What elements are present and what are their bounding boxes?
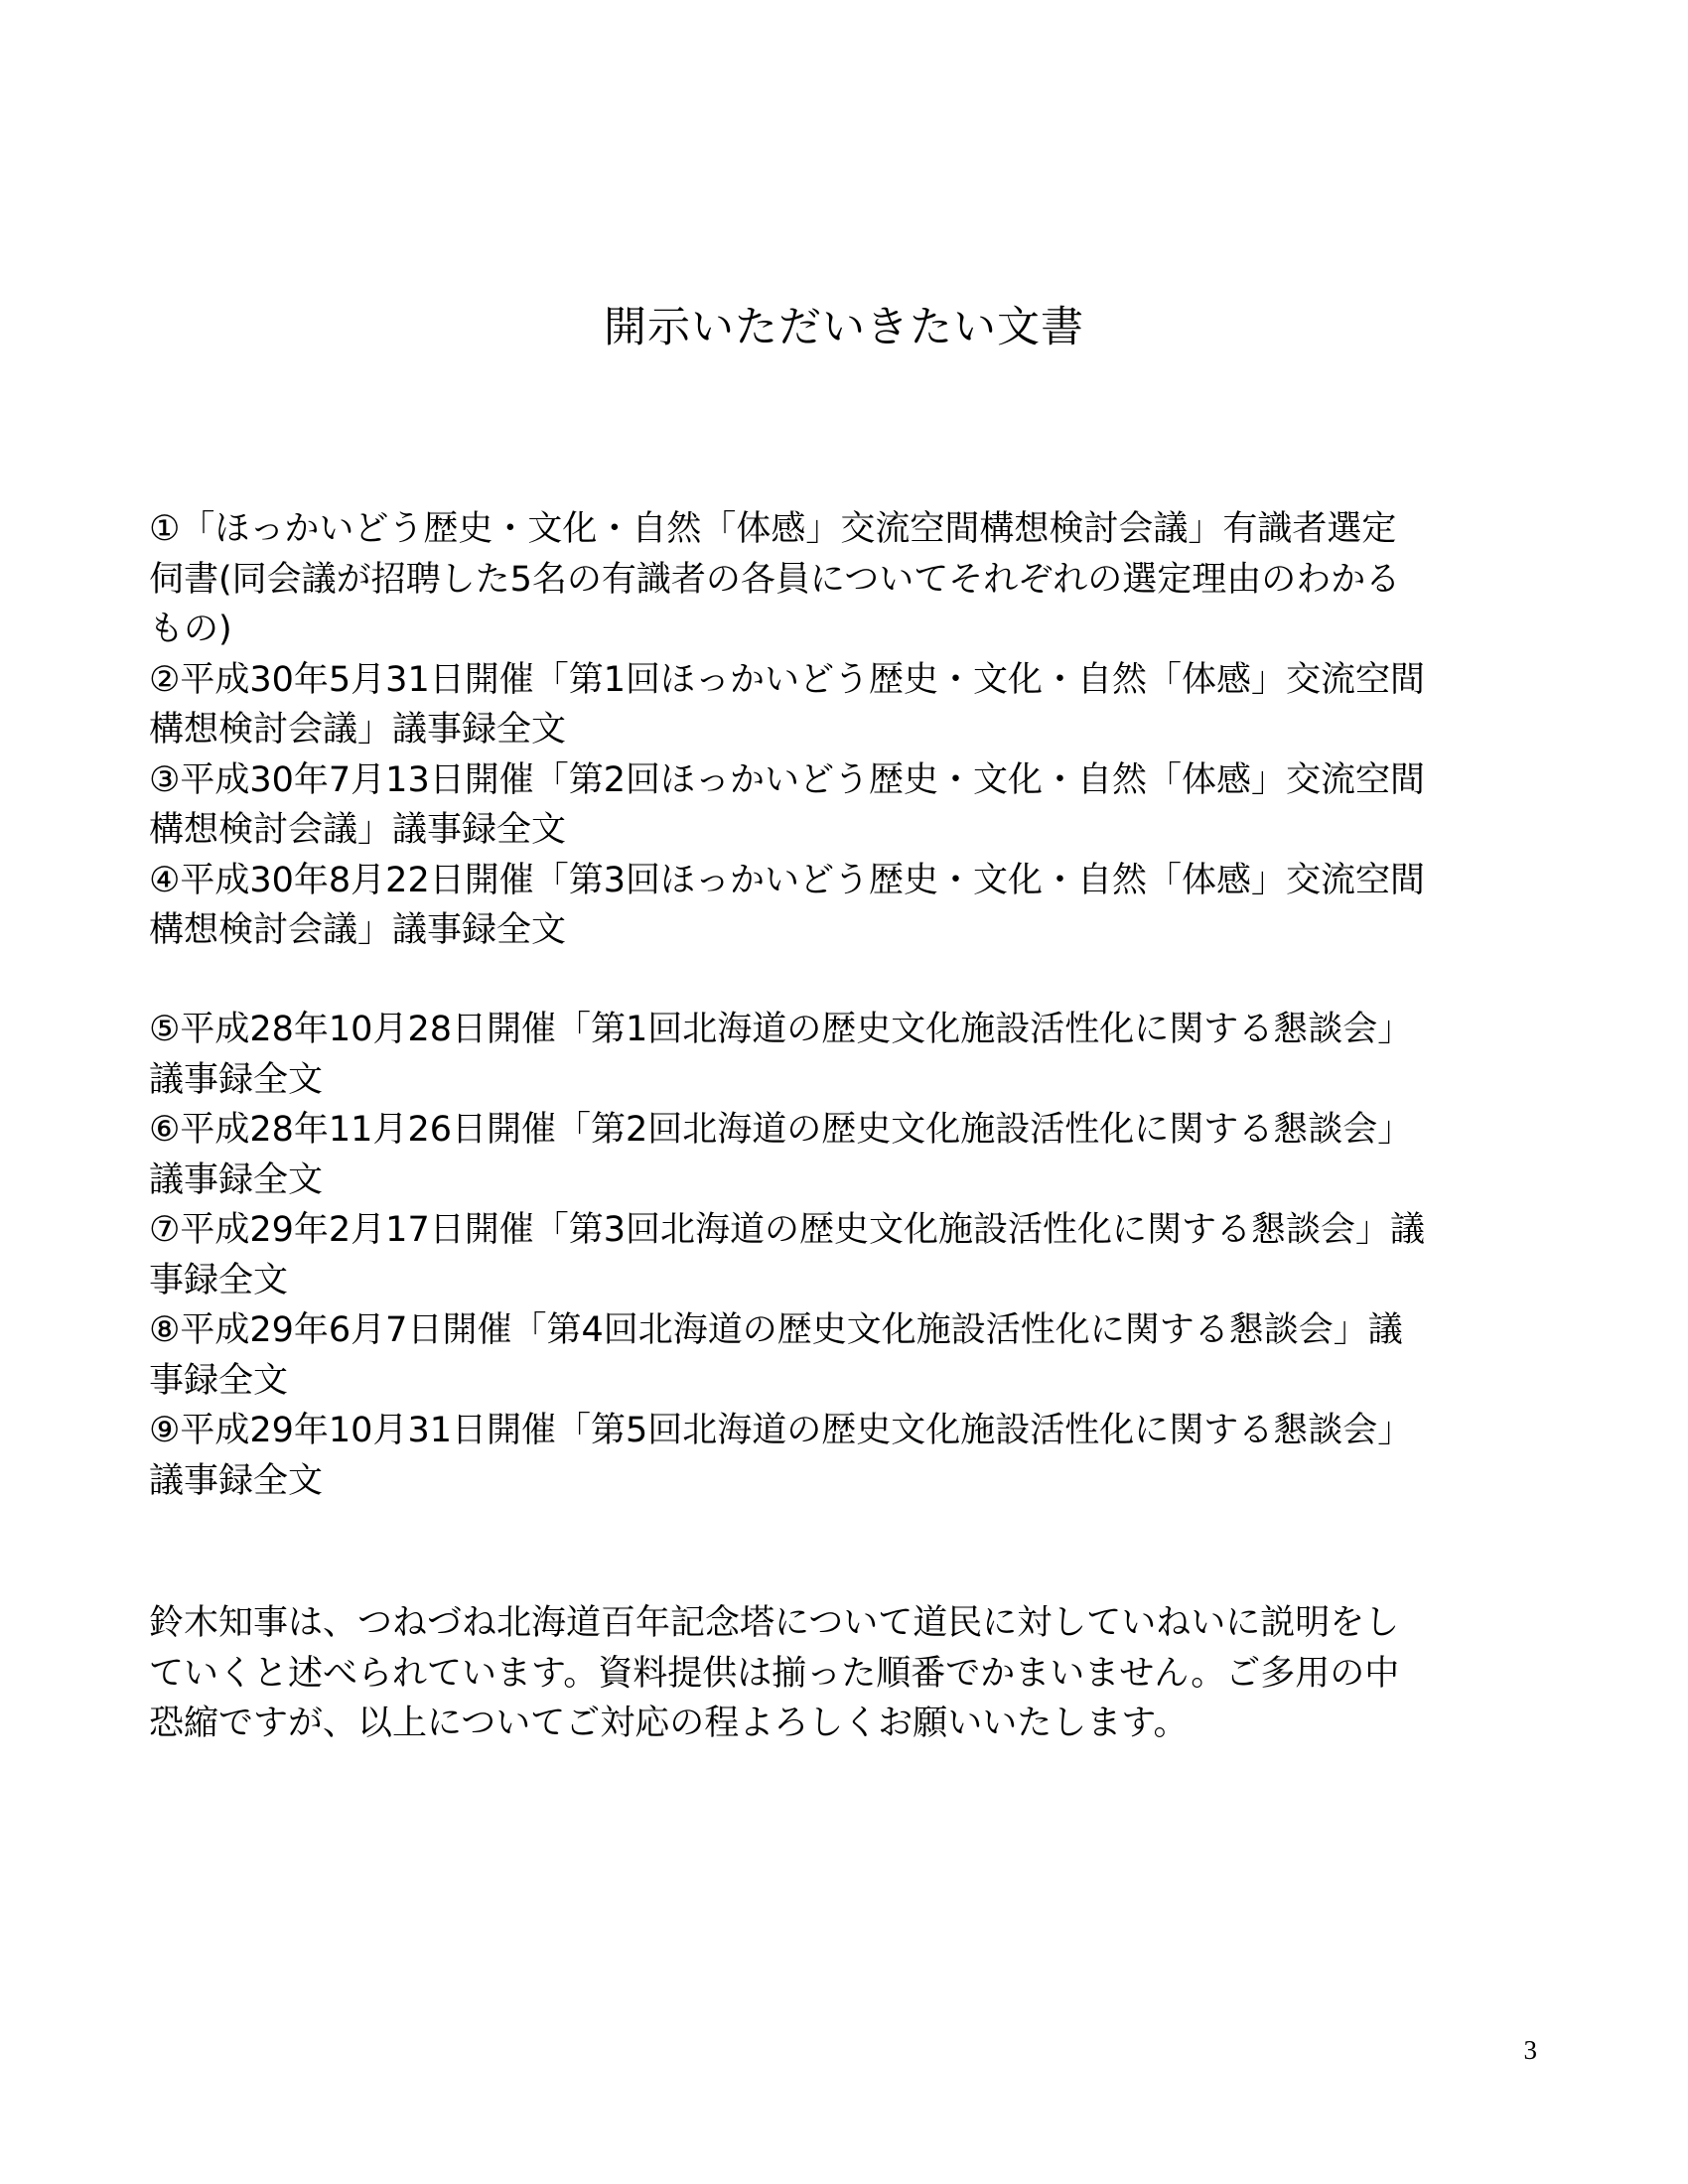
document-title: 開示いただいきたい文書 (604, 303, 1084, 352)
request-line: 伺書(同会議が招聘した5名の有識者の各員についてそれぞれの選定理由のわかる (149, 559, 1401, 600)
request-line: ③平成30年7月13日開催「第2回ほっかいどう歴史・文化・自然「体感」交流空間 (149, 759, 1425, 800)
closing-paragraph (149, 1598, 1539, 1749)
request-line: 構想検討会議」議事録全文 (149, 810, 567, 850)
request-line: 構想検討会議」議事録全文 (149, 910, 567, 950)
request-line: もの) (149, 610, 232, 649)
meeting-line: ⑤平成28年10月28日開催「第1回北海道の歴史文化施設活性化に関する懇談会」 (149, 1010, 1413, 1049)
meeting-line: 議事録全文 (149, 1059, 324, 1100)
closing-line: 恐縮ですが、以上についてご対応の程よろしくお願いいたします。 (149, 1704, 1189, 1743)
meeting-line: 事録全文 (149, 1360, 289, 1401)
page-number: 3 (1523, 2035, 1537, 2065)
requested-documents-list (149, 504, 1539, 956)
meeting-line: ⑧平成29年6月7日開催「第4回北海道の歴史文化施設活性化に関する懇談会」議 (149, 1310, 1403, 1350)
meeting-line: ⑥平成28年11月26日開催「第2回北海道の歴史文化施設活性化に関する懇談会」 (149, 1110, 1413, 1150)
meeting-line: 議事録全文 (149, 1160, 324, 1200)
meeting-line: ⑨平成29年10月31日開催「第5回北海道の歴史文化施設活性化に関する懇談会」 (149, 1411, 1413, 1450)
request-line: ②平成30年5月31日開催「第1回ほっかいどう歴史・文化・自然「体感」交流空間 (149, 659, 1425, 700)
meeting-line: ⑦平成29年2月17日開催「第3回北海道の歴史文化施設活性化に関する懇談会」議 (149, 1210, 1425, 1250)
meeting-minutes-list (149, 1005, 1539, 1506)
meeting-line: 議事録全文 (149, 1460, 324, 1501)
request-line: ①「ほっかいどう歴史・文化・自然「体感」交流空間構想検討会議」有識者選定 (149, 509, 1397, 549)
closing-line: 鈴木知事は、つねづね北海道百年記念塔について道民に対していねいに説明をし (149, 1603, 1400, 1643)
request-line: ④平成30年8月22日開催「第3回ほっかいどう歴史・文化・自然「体感」交流空間 (149, 860, 1425, 900)
closing-line: ていくと述べられています。資料提供は揃った順番でかまいません。ご多用の中 (149, 1653, 1400, 1694)
meeting-line: 事録全文 (149, 1260, 289, 1300)
request-line: 構想検討会議」議事録全文 (149, 710, 567, 750)
